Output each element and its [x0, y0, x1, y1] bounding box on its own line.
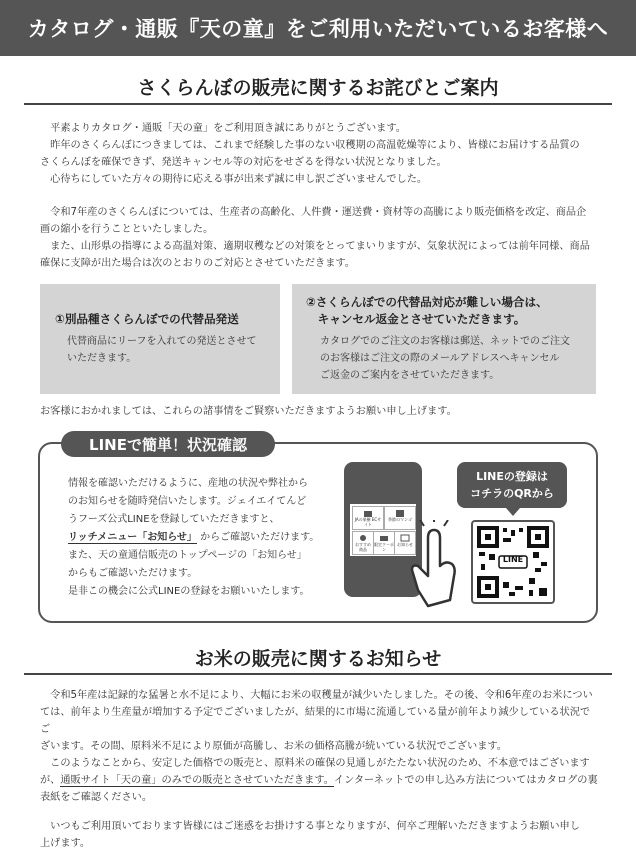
divider [24, 103, 612, 105]
option-box-refund-title: ②さくらんぼでの代替品対応が難しい場合は、 キャンセル返金とさせていただきます。 [306, 295, 548, 326]
header-title: カタログ・通販『天の童』をご利用いただいているお客様へ [27, 17, 609, 41]
rice-paragraph-2: このようなことから、安定した価格での販売と、原料米の確保の見通しがたたない状況のため、不本意ではございます が、通販サイト「天の童」のみでの販売とさせていただきます。インターネットでの申し込み方法についてはカタログの裏 表紙をご確認ください。 [40, 758, 598, 803]
apology-title: さくらんぼの販売に関するお詫びとご案内 [137, 77, 499, 99]
apology-paragraph-2: 令和7年産のさくらんぼについては、生産者の高齢化、人件費・運送費・資材等の高騰により販売価格を改定、商品企 画の縮小を行うことといたしました。 また、山形県の指導による高温対策、適期収穫などの対策をとってまいりますが、気象状況によっては前年同様、商品 確保に支障が出た場合は次のとおりのご対応とさせていただきます。 [40, 207, 590, 269]
qr-callout-tail [506, 508, 520, 516]
rich-menu-link[interactable]: リッチメニュー「お知らせ」 [68, 532, 197, 543]
menu-tile-recommend: おすすめ商品 [352, 531, 374, 555]
option-box-substitute-body: 代替商品にリーフを入れての発送とさせて いただきます。 [67, 336, 257, 364]
tsuhan-site-link[interactable]: 通販サイト「天の童」のみでの販売とさせていただきます。 [60, 775, 334, 786]
menu-tile-season: 季節のマンゴ [384, 506, 416, 530]
store-icon [363, 509, 373, 517]
rice-paragraph-3: いつもご利用頂いております皆様にはご迷惑をお掛けする事となりますが、何卒ご理解いただきますようお願い申し 上げます。 [40, 821, 580, 849]
coupon-icon [379, 534, 389, 542]
people-icon [358, 534, 368, 542]
rice-title: お米の販売に関するお知らせ [194, 648, 442, 670]
apology-closing: お客様におかれましては、これらの諸事情をご賢察いただきますようお願い申し上げます。 [40, 406, 457, 417]
option-box-substitute-title: ①別品種さくらんぼでの代替品発送 [55, 312, 239, 326]
line-qr-code[interactable] [471, 520, 555, 604]
qr-callout: LINEの登録は コチラのQRから [457, 462, 567, 508]
qr-center-label: LINE [502, 555, 524, 564]
menu-tile-news: お知らせ [394, 531, 416, 555]
divider [24, 673, 612, 675]
line-label-badge: LINEで簡単！状況確認 [61, 431, 275, 457]
page-header [0, 0, 636, 56]
line-info-text: 情報を確認いただけるように、産地の状況や弊社から のお知らせを随時発信いたします。ジェイエイてんど うフーズ公式LINEを登録していただきますと、 リッチメニュー「お知らせ」 からご確認いただけます。 また、天の童通信販売のトップページの「お知らせ」 からもご確認いただけます。 是非この機会に公式LINEの登録をお願いいたします。 [68, 478, 320, 597]
option-box-refund-body: カタログでのご注文のお客様は郵送、ネットでのご注文 のお客様はご注文の際のメールアドレスへキャンセル ご返金のご案内をさせていただきます。 [320, 336, 570, 381]
tapping-hand-icon [398, 520, 468, 610]
rice-paragraph-1: 令和5年産は記録的な猛暑と水不足により、大幅にお米の収穫量が減少いたしました。その後、令和6年産のお米につい ては、前年より生産量が増加する予定でございましたが、結果的に市場に流通している量が前年より減少している状況でご ざいます。その間、原料米不足により原価が高騰し、お米の価格高騰が続いている状況でございます。 [40, 690, 593, 752]
menu-tile-ec: JAの果樹 ECサイト [352, 506, 384, 530]
shop-icon [395, 509, 405, 517]
menu-tile-coupon: 限定クーポン [373, 531, 395, 555]
apology-paragraph-1: 平素よりカタログ・通販「天の童」をご利用頂き誠にありがとうございます。 昨年のさくらんぼにつきましては、これまで経験した事のない収穫期の高温乾燥等により、皆様にお届けする品質の さくらんぼを確保できず、発送キャンセル等の対応をせざるを得ない状況となりました。 心待ちにしていた方々の期待に応える事が出来ず誠に申し訳ございませんでした。 [40, 123, 580, 185]
